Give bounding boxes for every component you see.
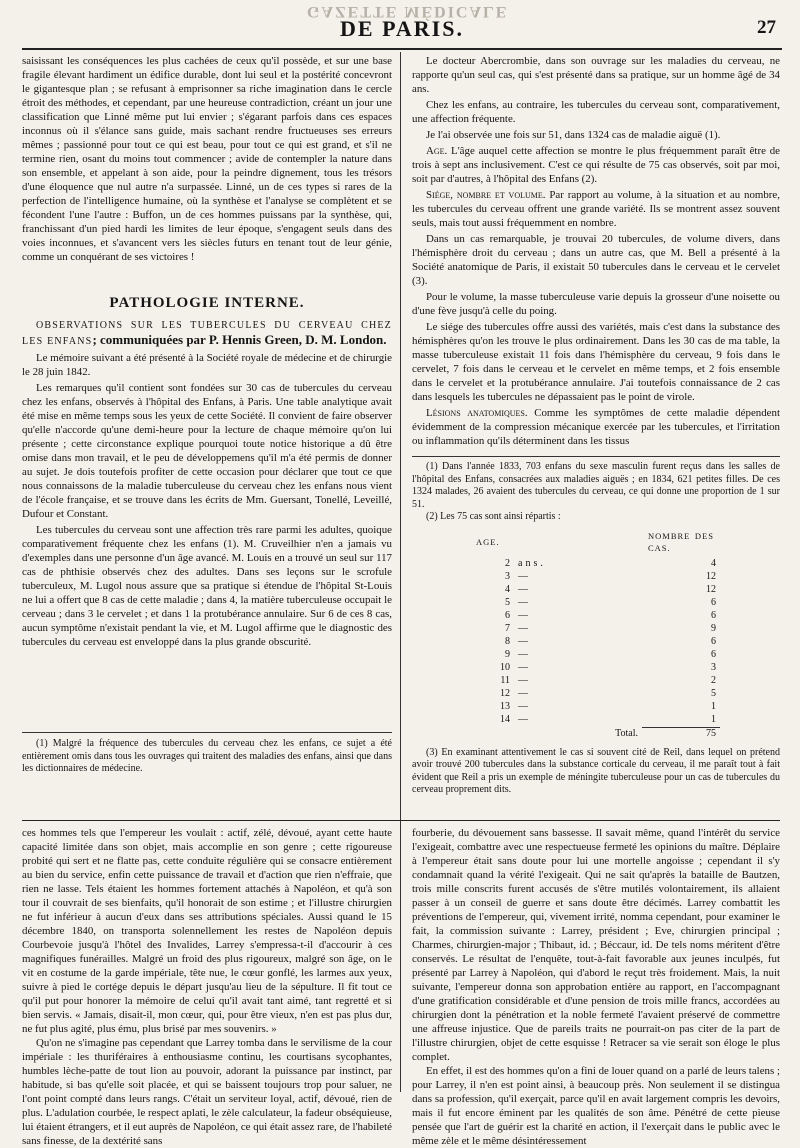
age-table-row	[470, 701, 720, 714]
case-count-cell: 4	[711, 557, 716, 569]
age-unit-cell: —	[518, 635, 531, 647]
age-table-body	[470, 558, 720, 728]
footnote: (1) Dans l'année 1833, 703 enfans du sexe masculin furent reçus dans les salles de l'hôpital des Enfans, consacrées aux maladies aiguës ; en 1834, 621 petites filles. De ces 1324 malades, 26 avaient des tubercules du cerveau, ce qui donne une proportion de 1 sur 51.	[412, 461, 780, 510]
left-column	[22, 54, 392, 699]
paragraph: Qu'on ne s'imagine pas cependant que Larrey tomba dans le servilisme de la cour impériale : les thuriféraires à enthousiasme continu, les courtisans sycophantes, humbles lèche-patte de tout lion au pouvoir, adorant la puissance par instinct, par habitude, si bas qu'elle soit placée, et qui se baissent toujours trop pour saluer, ne l'ont point compté dans leurs rangs. C'était un serviteur loyal, actif, dévoué, rien de plus. L'adulation courbée, le respect aplati, le zèle calculateur, la fadeur obséquieuse, lui étaient étrangers, et il eut auprès de Napoléon, ce qui était assez rare, de l'habileté sans finesse, de la dextérité sans	[22, 1037, 392, 1147]
age-table	[470, 530, 720, 741]
feuilleton-left-column	[22, 826, 392, 1147]
case-count-cell: 12	[706, 570, 716, 582]
paragraph-body: Comme les symptômes de cette maladie dépendent évidemment de la compression mécanique exercée par les tubercules, et l'irritation ou inflammation qu'ils déterminent dans les tissus	[412, 407, 780, 447]
page-header-title: DE PARIS.	[340, 16, 464, 41]
paragraph: Je l'ai observée une fois sur 51, dans 1324 cas de maladie aiguë (1).	[426, 129, 721, 141]
article-title	[22, 318, 392, 349]
age-unit-cell: —	[518, 661, 531, 673]
paragraph-body: Par rapport au volume, à la situation et au nombre, les tubercules du cerveau offrent une grande variété. Ils se montrent assez souvent seuls, mais tout aussi fréquemment en nombre.	[412, 189, 780, 229]
age-table-total-label: Total.	[615, 727, 638, 739]
age-cell: 4	[505, 583, 510, 595]
masthead	[22, 0, 782, 44]
age-cell: 14	[500, 714, 510, 725]
age-unit-cell: —	[518, 700, 531, 712]
age-cell: 11	[500, 674, 510, 686]
header-rule	[22, 48, 782, 50]
paragraph	[412, 144, 780, 186]
case-count-cell: 6	[711, 609, 716, 621]
age-table-total-value: 75	[642, 727, 720, 741]
age-cell: 6	[505, 609, 510, 621]
feuilleton-right-column	[412, 826, 780, 1147]
paragraph: fourberie, du dévouement sans bassesse. Il savait même, quand l'intérêt du service l'exigeait, combattre avec une respectueuse fermeté les opinions du maître. Déplaire à l'empereur était sans doute pour lui une mortelle angoisse ; cependant il s'y condamnait quand la vérité l'exigeait. Qui ne sait qu'après la bataille de Bautzen, trois mille conscrits furent accusés de s'être mutilés volontairement, ils allaient passer à un conseil de guerre et sans doute être décimés. Larrey combattit les préventions de l'empereur, qui, vivement irrité, nomma cependant, pour examiner le fait, la commission suivante : Larrey, président ; Eve, chirurgien principal ; Charmes, chirurgien-major ; Thibaut, id. ; Béccaur, id. De tels noms méritent d'être conservés. Le résultat de l'enquête, tout-à-fait favorable aux jeunes inculpés, fut présenté par Larrey à Napoléon, qui d'abord le reçut très froidement. Mais, la nuit suivante, l'empereur donna son approbation entière au rapport, en l'accompagnant d'une gratification considérable et d'une pension de trois mille francs, accordées au chirurgien dont la pénétration et la noble fermeté l'avaient préservé de commettre une affreuse injustice. Que de pareils traits ne pourrait-on pas citer de la part de l'illustre chirurgien, objet de cette esquisse ! Retracer sa vie serait son éloge le plus complet.	[412, 827, 780, 1063]
case-count-cell: 12	[706, 583, 716, 595]
age-unit-cell: —	[518, 687, 531, 699]
age-table-row	[470, 714, 720, 728]
section-title: PATHOLOGIE INTERNE.	[109, 295, 305, 311]
age-table-row	[470, 571, 720, 584]
age-cell: 3	[505, 570, 510, 582]
age-cell: 13	[500, 700, 510, 712]
footnotes-right	[412, 461, 780, 797]
case-count-cell: 5	[711, 687, 716, 699]
footnote: (2) Les 75 cas sont ainsi répartis :	[426, 511, 561, 522]
paragraph-body: L'âge auquel cette affection se montre le plus fréquemment paraît être de trois à sept ans inclusivement. C'est ce qui résulte de 75 cas observés, soit par moi, soit par d'autres, à l'hôpital des Enfans (2).	[412, 145, 780, 185]
age-unit-cell: —	[518, 570, 531, 582]
age-cell: 2	[505, 557, 510, 569]
age-cell: 12	[500, 687, 510, 699]
paragraph: Pour le volume, la masse tuberculeuse varie depuis la grosseur d'une noisette ou d'une fève jusqu'à celle du poing.	[412, 291, 780, 317]
case-count-cell: 3	[711, 661, 716, 673]
age-unit-cell: —	[518, 622, 531, 634]
age-table-header-cases: NOMBRE DES CAS.	[648, 530, 714, 553]
age-unit-cell: —	[518, 609, 531, 621]
age-unit-cell: ans.	[518, 557, 546, 569]
age-unit-cell: —	[518, 674, 531, 686]
footnote: (1) Malgré la fréquence des tubercules du cerveau chez les enfans, ce sujet a été entièrement omis dans tous les ouvrages qui traitent des maladies des enfans, ainsi que dans les dictionnaires de médecine.	[22, 738, 392, 774]
paragraph-label: Lésions anatomiques.	[426, 407, 528, 419]
age-unit-cell: —	[518, 648, 531, 660]
age-table-total-row	[470, 727, 720, 741]
paragraph	[412, 406, 780, 448]
age-cell: 9	[505, 648, 510, 660]
age-cell: 8	[505, 635, 510, 647]
age-unit-cell: —	[518, 714, 531, 725]
article-title-author: ; communiquées par P. Hennis Green, D. M. London.	[92, 332, 387, 347]
case-count-cell: 1	[711, 700, 716, 712]
case-count-cell: 2	[711, 674, 716, 686]
age-table-row	[470, 675, 720, 688]
footnote-rule	[22, 732, 392, 733]
footnote-rule	[412, 456, 780, 457]
feuilleton-rule	[22, 820, 780, 821]
age-table-row	[470, 662, 720, 675]
paragraph: Chez les enfans, au contraire, les tubercules du cerveau sont, comparativement, une affection fréquente.	[412, 99, 780, 125]
case-count-cell: 6	[711, 635, 716, 647]
paragraph-label: Siége, nombre et volume.	[426, 189, 546, 201]
paragraph: Les remarques qu'il contient sont fondées sur 30 cas de tubercules du cerveau chez les enfans, observés à l'hôpital des Enfans, à Paris. Une table analytique avait été mise en même temps sous les yeux de cette Société. Il convient de faire observer qu'elle n'accorde qu'une demi-heure pour la lecture de chaque mémoire qu'on lui présente ; cette circonstance explique pourquoi toute notice historique a dû être omise dans mon travail, et le peu de développemens qu'il m'a été permis de donner au sujet. Je dois toutefois profiter de cette occasion pour déclarer que tout ce que nous connaissons de la maladie tuberculeuse du cerveau chez les enfans nous vient de l'école française, et se trouve dans les écrits de Mm. Guersant, Tonellé, Leveillé, Dufour et Constant.	[22, 382, 392, 520]
age-unit-cell: —	[518, 583, 531, 595]
age-table-row	[470, 649, 720, 662]
case-count-cell: 1	[711, 713, 716, 725]
case-count-cell: 6	[711, 596, 716, 608]
case-count-cell: 6	[711, 648, 716, 660]
paragraph: saisissant les conséquences les plus cachées de ceux qu'il possède, et sur une base fragile élevant hardiment un édifice durable, dont lui seul et la postérité concevront le gigantesque plan ; se refusant à emprisonner sa riche imagination dans le cercle étroit des méthodes, et cependant, par une heureuse contradiction, créant un jour une classification que Linné même put lui envier ; s'égarant parfois dans ces espaces inconnus où il s'élance sans guide, mais sachant rendre fructueuses ses erreurs mêmes ; passionné pour tout ce qui est beau, pour tout ce qui est grand, et s'il ne termine rien, osant du moins tout commencer ; avide de contempler la nature dans son ensemble, et appelant à son aide, pour la peindre dignement, tous les trésors d'une éloquence que nul autre n'a surpassée. Linné, un de ces types si rares de la perfection de l'intelligence humaine, où la synthèse et l'analyse se complètent et se fécondent l'une l'autre : Buffon, un de ces hommes puissans par la synthèse, qui, franchissant d'un pied hardi les limites de leur époque, s'engagent seuls dans des voies inconnues, et s'avancent vers les siècles futurs en tenant tout de leur génie, comme un conquérant de ses victoires !	[22, 55, 392, 263]
age-cell: 10	[500, 661, 510, 673]
age-cell: 5	[505, 596, 510, 608]
age-table-row	[470, 584, 720, 597]
paragraph: ces hommes tels que l'empereur les voulait : actif, zélé, dévoué, ayant cette haute capacité limitée dans son objet, mais accomplie en son genre ; cette rigoureuse probité qui sert et ne flatte pas, cette conduite régulière qui se consacre entièrement au bien du service, enfin cette puissance de travail et d'action que rien n'effraie, que rien ne lasse. Tels étaient les hommes fortement attachés à Napoléon, et qu'à son tour il couvrait de ses bienfaits, qu'il honorait de son estime ; et l'illustre chirurgien ne fut inférieur à aucun d'eux dans ses attributions spéciales. Aussi quand le 15 décembre 1840, on transporta solennellement les restes de Napoléon depuis Courbevoie jusqu'à l'hôtel des Invalides, Larrey s'empressa-t-il d'accourir à ces magnifiques funérailles. Malgré un froid des plus rigoureux, malgré son âge, on le vit en costume de la garde impériale, tête nue, le cœur gonflé, les larmes aux yeux, suivre à pied le cortége depuis le départ jusqu'au lieu de la sépulture. Il fit tout ce qu'il put pour honorer la mémoire de celui qu'il avait tant aimé, tant regretté et si bien servis. « Jamais, disait-il, mon cœur, qui, pour être vieux, n'en est pas plus dur, ne fut plus agité, plus ému, plus brisé par mes souvenirs. »	[22, 827, 392, 1035]
age-unit-cell: —	[518, 596, 531, 608]
paragraph: Le docteur Abercrombie, dans son ouvrage sur les maladies du cerveau, ne rapporte qu'un seul cas, qui s'est présenté dans sa pratique, sur un homme âgé de 34 ans.	[412, 55, 780, 95]
paragraph	[412, 188, 780, 230]
article-title-caps: OBSERVATIONS SUR LES TUBERCULES DU CERVEAU CHEZ LES ENFANS	[22, 320, 392, 347]
case-count-cell: 9	[711, 622, 716, 634]
age-table-row	[470, 610, 720, 623]
age-table-row	[470, 636, 720, 649]
paragraph: Les tubercules du cerveau sont une affection très rare parmi les adultes, quoique comparativement fréquente chez les enfans (1). M. Cruveilhier n'en a jamais vu d'exemples dans une personne d'un âge avancé. M. Louis en a trouvé un seul sur 117 cas de phthisie observés chez des adultes. Dans ses leçons sur le scrofule tuberculeux, M. Lugol nous assure que sa pratique si étendue de l'hôpital St-Louis ne lui a offert que 8 cas de cette maladie ; dans 4, la matière tuberculeuse occupait le cerveau ; dans 3 le cervelet ; et dans 1 la protubérance annulaire. Sur 6 de ces 8 cas, aucun symptôme n'existait pendant la vie, et M. Lugol affirme que le diagnostic des tubercules du cerveau est enveloppé dans la plus grande obscurité.	[22, 524, 392, 648]
paragraph: Le siége des tubercules offre aussi des variétés, mais c'est dans la substance des hémisphères qu'on les trouve le plus ordinairement. Dans les 30 cas de ma table, la masse tuberculeuse existait 11 fois dans l'hémisphère du cerveau, 9 fois dans le cervelet, 7 fois dans le cerveau et le cervelet en même temps, et 2 fois ensemble dans le cervelet et la protubérance annulaire. J'ai toutefois connaissance de 2 cas dans lesquels les tubercules ne dépassaient pas le point de virole.	[412, 321, 780, 403]
age-table-header-age: AGE.	[476, 536, 500, 547]
age-table-row	[470, 623, 720, 636]
paragraph: En effet, il est des hommes qu'on a fini de louer quand on a parlé de leurs talens ; pour Larrey, il n'en est point ainsi, à beaucoup près. Non seulement il se distingua dans sa profession, qu'il exerçait, parce qu'il en avait largement compris les devoirs, mais il fut encore éminent par les qualités de son âme. Pénétré de cette pieuse pensée que l'art de guérir est la charité en action, il l'exerçait dans le public avec le même zèle et le même désintéressement	[412, 1065, 780, 1147]
paragraph: Dans un cas remarquable, je trouvai 20 tubercules, de volume divers, dans l'hémisphère droit du cerveau ; dans un autre cas, que M. Bell a présenté à la Société anatomique de Paris, il existait 50 tubercules dans le cerveau et le cervelet (3).	[412, 233, 780, 287]
bleed-through-text: GAZETTE MÉDICALE	[307, 3, 509, 20]
column-divider	[400, 52, 401, 1092]
age-table-row	[470, 688, 720, 701]
age-table-row	[470, 558, 720, 571]
age-cell: 7	[505, 622, 510, 634]
paragraph-label: Age.	[426, 145, 448, 157]
footnote: (3) En examinant attentivement le cas si souvent cité de Reil, dans lequel on prétend avoir trouvé 200 tubercules dans la substance corticale du cerveau, il me paraît tout à fait évident que Reil a pris un exemple de méningite tuberculeuse pour un cas de tubercules du cerveau proprement dits.	[412, 746, 780, 795]
paragraph: Le mémoire suivant a été présenté à la Société royale de médecine et de chirurgie le 28 juin 1842.	[22, 352, 392, 378]
footnote-left	[22, 738, 392, 776]
page-number: 27	[757, 17, 776, 38]
age-table-row	[470, 597, 720, 610]
